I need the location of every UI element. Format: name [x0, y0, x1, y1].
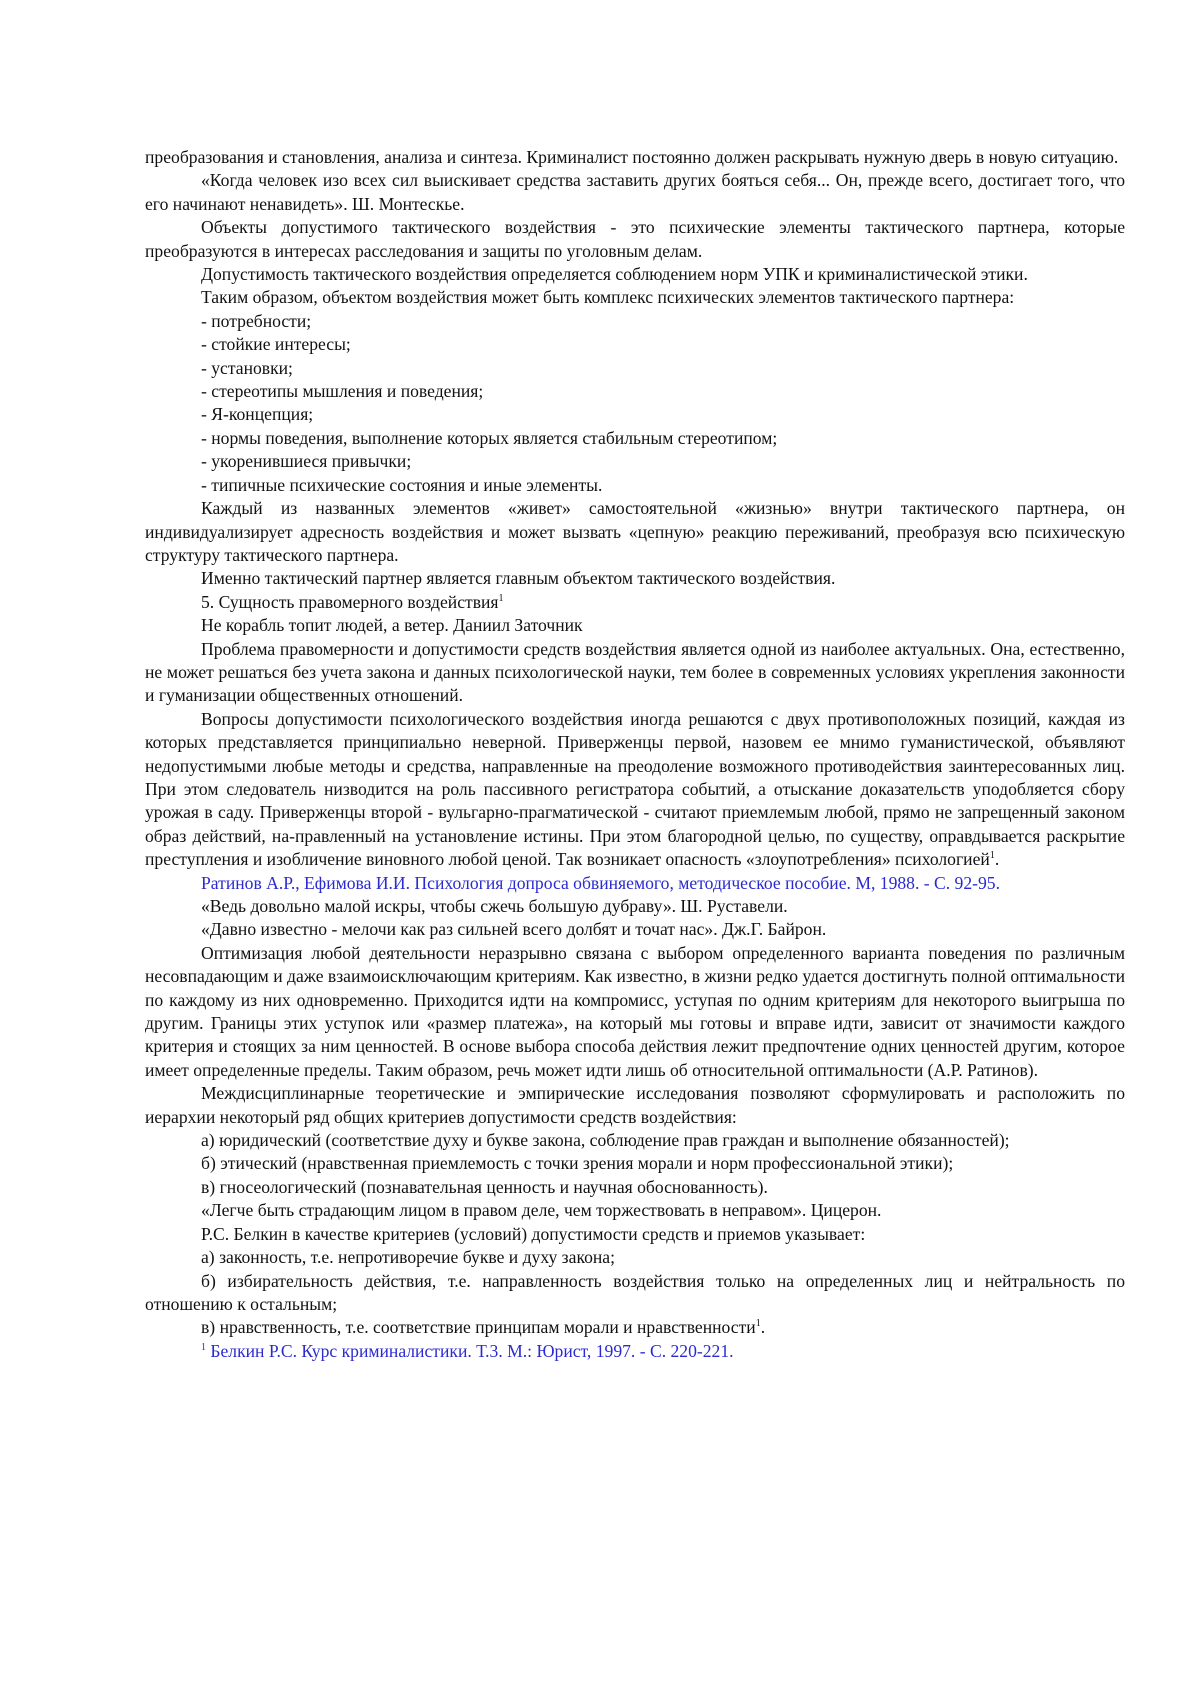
- list-item: [145, 427, 1125, 450]
- paragraph: [145, 1223, 1125, 1246]
- paragraph-text: «Когда человек изо всех сил выискивает средства заставить других бояться себя... Он, прежде всего, достигает того, что его начинают ненавидеть». Ш. Монтескье.: [145, 170, 1125, 213]
- list-item: [145, 450, 1125, 473]
- list-item: [145, 474, 1125, 497]
- paragraph-text: «Ведь довольно малой искры, чтобы сжечь большую дубраву». Ш. Руставели.: [201, 896, 788, 916]
- list-item: [145, 403, 1125, 426]
- paragraph-text: - Я-концепция;: [201, 404, 313, 424]
- paragraph-text: - стойкие интересы;: [201, 334, 351, 354]
- paragraph: [145, 1246, 1125, 1269]
- paragraph-text: Объекты допустимого тактического воздействия - это психические элементы тактического партнера, которые преобразуются в интересах расследования и защиты по уголовным делам.: [145, 217, 1125, 260]
- paragraph: [145, 708, 1125, 872]
- footnote-marker: 1: [499, 593, 504, 604]
- paragraph-text: Ратинов А.Р., Ефимова И.И. Психология допроса обвиняемого, методическое пособие. М, 1988. - С. 92-95.: [201, 873, 1000, 893]
- paragraph-text: в) гносеологический (познавательная ценность и научная обоснованность).: [201, 1177, 768, 1197]
- paragraph: [145, 286, 1125, 309]
- paragraph-text: Оптимизация любой деятельности неразрывно связана с выбором определенного варианта поведения по различным несовпадающим и даже взаимоисключающим критериям. Как известно, в жизни редко удается достигнуть полной оптимальности по каждому из них одновременно. Приходится идти на компромисс, уступая по одним критериям для некоторого выигрыша по другим. Границы этих уступок или «размер платежа», на который мы готовы и вправе идти, зависит от значимости каждого критерия и стоящих за ним ценностей. В основе выбора способа действия лежит предпочтение одних ценностей другим, которое имеет определенные пределы. Таким образом, речь может идти лишь об относительной оптимальности (А.Р. Ратинов).: [145, 943, 1125, 1080]
- paragraph-text: - нормы поведения, выполнение которых является стабильным стереотипом;: [201, 428, 777, 448]
- paragraph-text: Именно тактический партнер является главным объектом тактического воздействия.: [201, 568, 835, 588]
- paragraph: [145, 497, 1125, 567]
- paragraph: [145, 1176, 1125, 1199]
- paragraph: [145, 216, 1125, 263]
- document-page: [145, 146, 1125, 1363]
- paragraph-text: б) этический (нравственная приемлемость с точки зрения морали и норм профессиональной этики);: [201, 1153, 953, 1173]
- paragraph-text: Вопросы допустимости психологического воздействия иногда решаются с двух противоположных позиций, каждая из которых представляется принципиально неверной. Приверженцы первой, назовем ее мнимо гуманистической, объявляют недопустимыми любые методы и средства, направленные на преодоление возможного противодействия заинтересованных лиц. При этом следователь низводится на роль пассивного регистратора событий, а отыскание доказательств уподобляется сбору урожая в саду. Приверженцы второй - вульгарно-прагматической - считают приемлемым любой, прямо не запрещенный законом образ действий, на-правленный на установление истины. При этом благородной целью, по существу, оправдывается раскрытие преступления и изобличение виновного любой ценой. Так возникает опасность «злоупотребления» психологией: [145, 709, 1125, 869]
- paragraph-tail: .: [761, 1317, 765, 1337]
- paragraph: [145, 1152, 1125, 1175]
- paragraph-text: 5. Сущность правомерного воздействия: [201, 592, 499, 612]
- paragraph-text: «Давно известно - мелочи как раз сильней всего долбят и точат нас». Дж.Г. Байрон.: [201, 919, 826, 939]
- paragraph-text: - потребности;: [201, 311, 311, 331]
- paragraph: [145, 146, 1125, 169]
- paragraph: [145, 895, 1125, 918]
- paragraph-text: Каждый из названных элементов «живет» самостоятельной «жизнью» внутри тактического партнера, он индивидуализирует адресность воздействия и может вызвать «цепную» реакцию переживаний, преобразуя всю психическую структуру тактического партнера.: [145, 498, 1125, 565]
- paragraph-text: Не корабль топит людей, а ветер. Даниил Заточник: [201, 615, 583, 635]
- paragraph-text: Белкин Р.С. Курс криминалистики. Т.3. М.: Юрист, 1997. - С. 220-221.: [206, 1341, 734, 1361]
- list-item: [145, 380, 1125, 403]
- paragraph: [145, 1129, 1125, 1152]
- paragraph-text: - установки;: [201, 358, 293, 378]
- paragraph: [145, 942, 1125, 1082]
- paragraph-text: б) избирательность действия, т.е. направленность воздействия только на определенных лиц и нейтральность по отношению к остальным;: [145, 1271, 1125, 1314]
- paragraph-text: а) законность, т.е. непротиворечие букве и духу закона;: [201, 1247, 615, 1267]
- footnote-marker: 1: [990, 850, 995, 861]
- paragraph-text: - типичные психические состояния и иные элементы.: [201, 475, 602, 495]
- paragraph-text: Допустимость тактического воздействия определяется соблюдением норм УПК и криминалистической этики.: [201, 264, 1028, 284]
- paragraph: [145, 1316, 1125, 1339]
- footnote-marker: 1: [201, 1342, 206, 1353]
- paragraph: [145, 1082, 1125, 1129]
- paragraph: [145, 614, 1125, 637]
- footnote-marker: 1: [756, 1318, 761, 1329]
- list-item: [145, 310, 1125, 333]
- paragraph-text: Проблема правомерности и допустимости средств воздействия является одной из наиболее актуальных. Она, естественно, не может решаться без учета закона и данных психологической науки, тем более в современных условиях укрепления законности и гуманизации общественных отношений.: [145, 639, 1125, 706]
- paragraph-text: - укоренившиеся привычки;: [201, 451, 411, 471]
- paragraph: [145, 567, 1125, 590]
- paragraph-text: а) юридический (соответствие духу и букве закона, соблюдение прав граждан и выполнение обязанностей);: [201, 1130, 1010, 1150]
- paragraph-text: Р.С. Белкин в качестве критериев (условий) допустимости средств и приемов указывает:: [201, 1224, 865, 1244]
- paragraph-text: - стереотипы мышления и поведения;: [201, 381, 483, 401]
- paragraph-text: преобразования и становления, анализа и синтеза. Криминалист постоянно должен раскрывать нужную дверь в новую ситуацию.: [145, 147, 1118, 167]
- list-item: [145, 333, 1125, 356]
- paragraph: [145, 591, 1125, 614]
- paragraph-text: Таким образом, объектом воздействия может быть комплекс психических элементов тактического партнера:: [201, 287, 1014, 307]
- paragraph: [145, 1270, 1125, 1317]
- paragraph: [145, 263, 1125, 286]
- paragraph: [145, 638, 1125, 708]
- footnote-reference: [145, 1340, 1125, 1363]
- paragraph-text: в) нравственность, т.е. соответствие принципам морали и нравственности: [201, 1317, 756, 1337]
- paragraph: [145, 918, 1125, 941]
- paragraph: [145, 169, 1125, 216]
- list-item: [145, 357, 1125, 380]
- paragraph: [145, 1199, 1125, 1222]
- paragraph-text: Междисциплинарные теоретические и эмпирические исследования позволяют сформулировать и расположить по иерархии некоторый ряд общих критериев допустимости средств воздействия:: [145, 1083, 1125, 1126]
- footnote-reference: [145, 872, 1125, 895]
- paragraph-tail: .: [995, 849, 999, 869]
- paragraph-text: «Легче быть страдающим лицом в правом деле, чем торжествовать в неправом». Цицерон.: [201, 1200, 881, 1220]
